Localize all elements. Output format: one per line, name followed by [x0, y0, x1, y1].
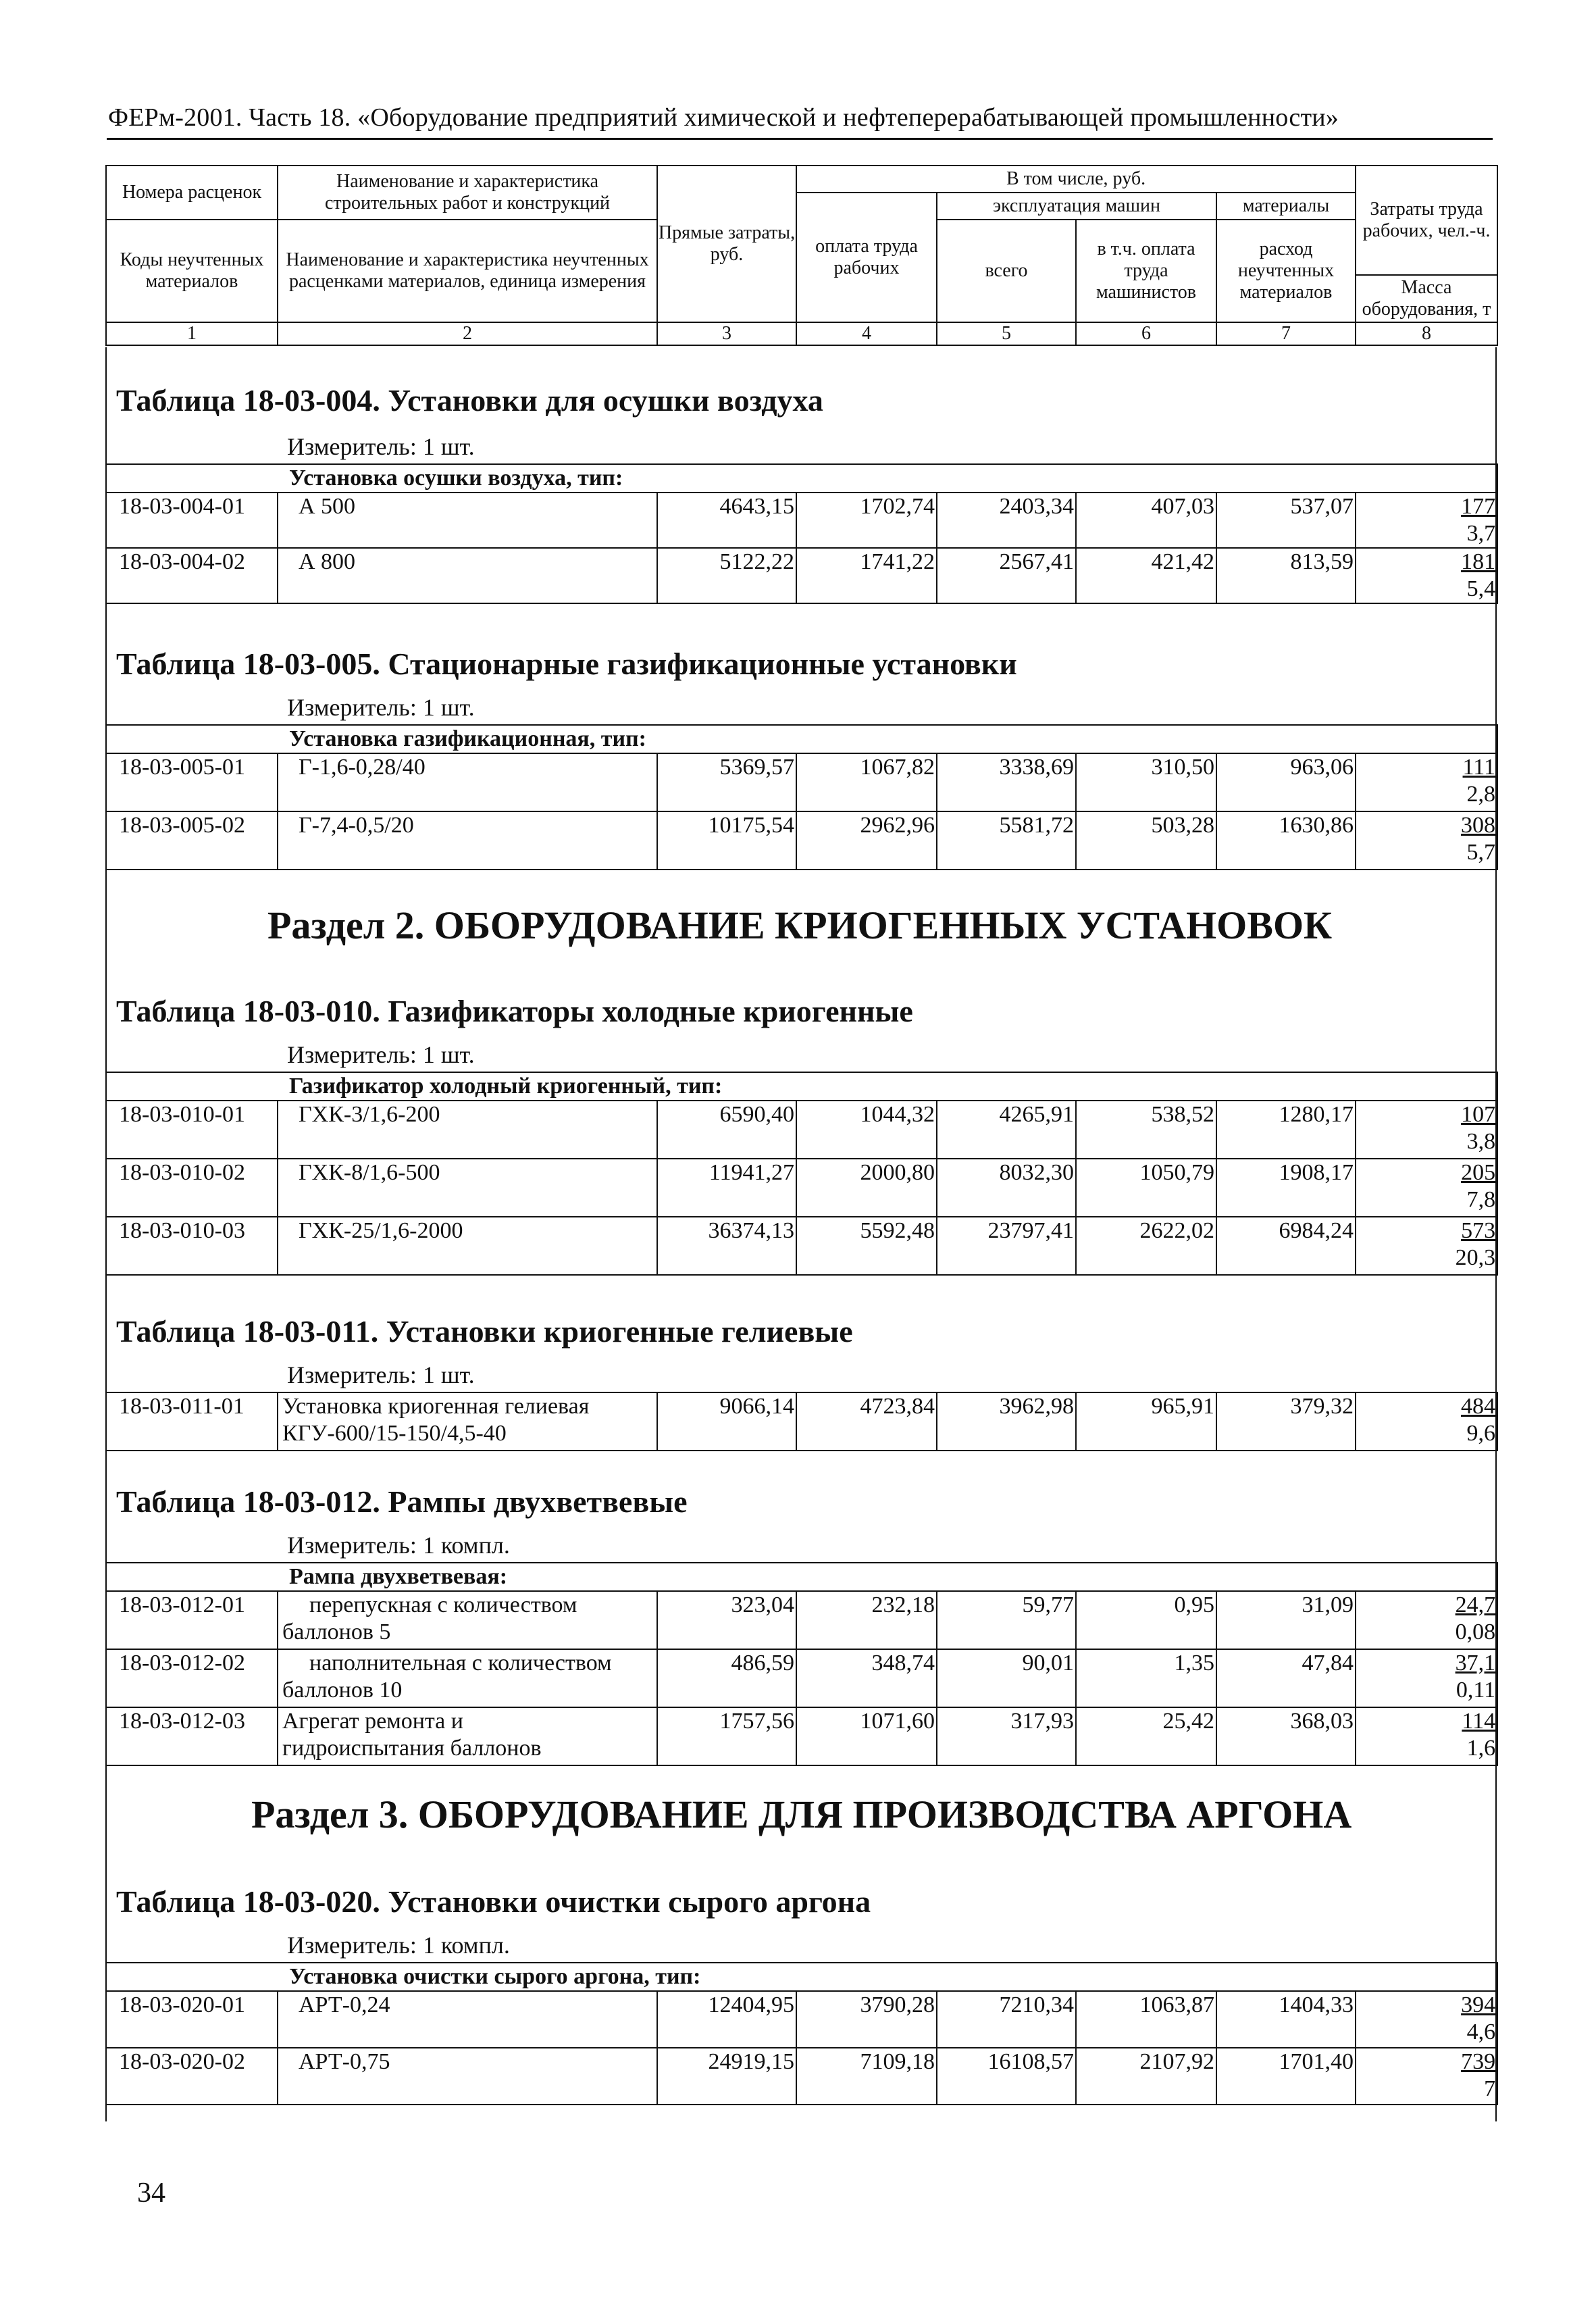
table-row [106, 1159, 1497, 1217]
rates-table [105, 1072, 1498, 1276]
col-header-labor: Затраты труда рабочих, чел.-ч. [1356, 166, 1497, 275]
col-number: 8 [1356, 322, 1497, 345]
wages: 2000,80 [796, 1159, 937, 1217]
section-title: Раздел 2. ОБОРУДОВАНИЕ КРИОГЕННЫХ УСТАНОВОК [267, 903, 1333, 947]
section-title: Раздел 3. ОБОРУДОВАНИЕ ДЛЯ ПРОИЗВОДСТВА АРГОНА [251, 1792, 1352, 1836]
wages: 1071,60 [796, 1707, 937, 1765]
materials: 1630,86 [1216, 811, 1356, 870]
meter: Измеритель: 1 шт. [287, 694, 475, 721]
wages: 1067,82 [796, 753, 937, 811]
machinists-wages: 421,42 [1076, 548, 1216, 603]
col-header-machinists: в т.ч. оплата труда машинистов [1076, 220, 1216, 322]
rate-name: ГХК-25/1,6-2000 [278, 1217, 657, 1275]
direct-cost: 10175,54 [657, 811, 796, 870]
equipment-mass: 0,11 [1456, 1678, 1496, 1703]
direct-cost: 6590,40 [657, 1101, 796, 1159]
machinists-wages: 25,42 [1076, 1707, 1216, 1765]
table-title: Таблица 18-03-004. Установки для осушки воздуха [116, 383, 823, 418]
table-row [106, 1649, 1497, 1707]
meter: Измеритель: 1 шт. [287, 1041, 475, 1068]
rate-code: 18-03-020-01 [106, 1991, 278, 2048]
col-number: 4 [796, 322, 937, 345]
rate-name-line1: перепускная с количеством [309, 1592, 577, 1617]
col-number: 3 [657, 322, 796, 345]
materials: 537,07 [1216, 493, 1356, 548]
group-label: Установка осушки воздуха, тип: [106, 464, 1497, 493]
machines-total: 3338,69 [937, 753, 1076, 811]
materials: 379,32 [1216, 1392, 1356, 1451]
meter: Измеритель: 1 шт. [287, 1361, 475, 1388]
wages: 1741,22 [796, 548, 937, 603]
wages: 3790,28 [796, 1991, 937, 2048]
equipment-mass: 9,6 [1466, 1421, 1495, 1446]
col-header-materials: расход неучтенных материалов [1216, 220, 1356, 322]
table-title: Таблица 18-03-012. Рампы двухветвевые [116, 1484, 688, 1519]
rate-name-line2: гидроиспытания баллонов [282, 1736, 542, 1761]
wages: 232,18 [796, 1591, 937, 1649]
meter: Измеритель: 1 компл. [287, 1932, 510, 1959]
table-title: Таблица 18-03-011. Установки криогенные гелиевые [116, 1314, 853, 1349]
col-number: 1 [106, 322, 278, 345]
rates-table [105, 1962, 1498, 2105]
equipment-mass: 3,8 [1466, 1129, 1496, 1154]
machines-total: 8032,30 [937, 1159, 1076, 1217]
machines-total: 59,77 [937, 1591, 1076, 1649]
table-row [106, 1591, 1497, 1649]
materials: 1701,40 [1216, 2048, 1356, 2105]
wages: 2962,96 [796, 811, 937, 870]
equipment-mass: 2,8 [1466, 782, 1496, 807]
col-header-codes-top: Номера расценок [106, 166, 278, 220]
rate-code: 18-03-012-03 [106, 1707, 278, 1765]
equipment-mass: 5,4 [1466, 576, 1496, 601]
rate-code: 18-03-010-03 [106, 1217, 278, 1275]
machinists-wages: 503,28 [1076, 811, 1216, 870]
direct-cost: 24919,15 [657, 2048, 796, 2105]
meter: Измеритель: 1 шт. [287, 433, 475, 460]
labor-hours: 111 [1462, 755, 1496, 780]
materials: 963,06 [1216, 753, 1356, 811]
table-row [106, 1707, 1497, 1765]
col-header-materials-group: материалы [1216, 193, 1356, 220]
equipment-mass: 3,7 [1466, 521, 1496, 546]
rate-code: 18-03-012-01 [106, 1591, 278, 1649]
rate-name: ГХК-3/1,6-200 [278, 1101, 657, 1159]
labor-hours: 394 [1461, 1992, 1496, 2017]
rate-name: АРТ-0,24 [278, 1991, 657, 2048]
col-number: 2 [278, 322, 657, 345]
rate-code: 18-03-010-01 [106, 1101, 278, 1159]
labor-hours: 37,1 [1455, 1651, 1496, 1676]
equipment-mass: 5,7 [1466, 840, 1496, 865]
direct-cost: 5122,22 [657, 548, 796, 603]
page-number: 34 [137, 2178, 165, 2209]
wages: 348,74 [796, 1649, 937, 1707]
col-header-direct-costs: Прямые затраты, руб. [657, 166, 796, 322]
machines-total: 7210,34 [937, 1991, 1076, 2048]
title-rule [107, 138, 1493, 140]
rate-name-line1: наполнительная с количеством [309, 1651, 612, 1676]
col-number: 7 [1216, 322, 1356, 345]
rate-code: 18-03-005-01 [106, 753, 278, 811]
group-label: Рампа двухветвевая: [106, 1563, 1497, 1591]
table-row [106, 1991, 1497, 2048]
direct-cost: 12404,95 [657, 1991, 796, 2048]
labor-hours: 308 [1461, 813, 1496, 838]
direct-cost: 1757,56 [657, 1707, 796, 1765]
rate-code: 18-03-020-02 [106, 2048, 278, 2105]
labor-hours: 24,7 [1455, 1592, 1496, 1617]
machines-total: 5581,72 [937, 811, 1076, 870]
wages: 5592,48 [796, 1217, 937, 1275]
meter: Измеритель: 1 компл. [287, 1532, 510, 1559]
table-row [106, 493, 1497, 548]
running-title: ФЕРм-2001. Часть 18. «Оборудование предприятий химической и нефтеперерабатывающей промышленности» [108, 103, 1339, 132]
col-number: 5 [937, 322, 1076, 345]
group-label: Установка газификационная, тип: [106, 725, 1497, 753]
machinists-wages: 538,52 [1076, 1101, 1216, 1159]
machines-total: 2567,41 [937, 548, 1076, 603]
labor-hours: 114 [1462, 1709, 1496, 1734]
labor-hours: 205 [1461, 1160, 1496, 1185]
rate-name: А 500 [278, 493, 657, 548]
rate-code: 18-03-004-02 [106, 548, 278, 603]
wages: 1702,74 [796, 493, 937, 548]
materials: 813,59 [1216, 548, 1356, 603]
machinists-wages: 2107,92 [1076, 2048, 1216, 2105]
table-row [106, 1392, 1497, 1451]
wages: 1044,32 [796, 1101, 937, 1159]
machines-total: 3962,98 [937, 1392, 1076, 1451]
equipment-mass: 1,6 [1466, 1736, 1496, 1761]
wages: 4723,84 [796, 1392, 937, 1451]
equipment-mass: 20,3 [1455, 1245, 1496, 1270]
col-header-machines: эксплуатация машин [937, 193, 1216, 220]
rate-name: АРТ-0,75 [278, 2048, 657, 2105]
machinists-wages: 407,03 [1076, 493, 1216, 548]
machinists-wages: 1063,87 [1076, 1991, 1216, 2048]
rate-name-line2: баллонов 10 [282, 1678, 403, 1703]
labor-hours: 739 [1461, 2049, 1496, 2074]
machines-total: 90,01 [937, 1649, 1076, 1707]
rate-code: 18-03-004-01 [106, 493, 278, 548]
rates-table [105, 1392, 1498, 1451]
materials: 6984,24 [1216, 1217, 1356, 1275]
group-label: Установка очистки сырого аргона, тип: [106, 1963, 1497, 1991]
table-row [106, 811, 1497, 870]
col-number: 6 [1076, 322, 1216, 345]
direct-cost: 9066,14 [657, 1392, 796, 1451]
direct-cost: 36374,13 [657, 1217, 796, 1275]
labor-hours: 181 [1461, 549, 1496, 574]
machinists-wages: 1,35 [1076, 1649, 1216, 1707]
rate-name: Г-7,4-0,5/20 [278, 811, 657, 870]
materials: 47,84 [1216, 1649, 1356, 1707]
machines-total: 16108,57 [937, 2048, 1076, 2105]
rate-name: А 800 [278, 548, 657, 603]
col-header-including: В том числе, руб. [796, 166, 1356, 193]
col-header-name-bottom: Наименование и характеристика неучтенных расценками материалов, единица измерения [278, 220, 657, 322]
rates-table [105, 724, 1498, 870]
materials: 368,03 [1216, 1707, 1356, 1765]
rate-code: 18-03-005-02 [106, 811, 278, 870]
labor-hours: 484 [1461, 1394, 1495, 1419]
col-header-name-top: Наименование и характеристика строительных работ и конструкций [278, 166, 657, 220]
rate-name-line1: Агрегат ремонта и [282, 1709, 463, 1734]
table-title: Таблица 18-03-020. Установки очистки сырого аргона [116, 1884, 871, 1919]
labor-hours: 177 [1461, 494, 1496, 519]
machinists-wages: 310,50 [1076, 753, 1216, 811]
rates-table [105, 463, 1498, 604]
table-row [106, 2048, 1497, 2105]
labor-hours: 573 [1461, 1218, 1496, 1243]
direct-cost: 4643,15 [657, 493, 796, 548]
equipment-mass: 4,6 [1466, 2019, 1496, 2044]
rate-code: 18-03-010-02 [106, 1159, 278, 1217]
direct-cost: 323,04 [657, 1591, 796, 1649]
table-row [106, 753, 1497, 811]
table-row [106, 1217, 1497, 1275]
wages: 7109,18 [796, 2048, 937, 2105]
machines-total: 4265,91 [937, 1101, 1076, 1159]
group-label: Газификатор холодный криогенный, тип: [106, 1072, 1497, 1101]
rate-name-line1: Установка криогенная гелиевая [282, 1394, 590, 1419]
col-header-machines-total: всего [937, 220, 1076, 322]
equipment-mass: 7 [1484, 2076, 1496, 2101]
rate-code: 18-03-012-02 [106, 1649, 278, 1707]
materials: 1404,33 [1216, 1991, 1356, 2048]
column-header-table [105, 165, 1498, 346]
machines-total: 2403,34 [937, 493, 1076, 548]
machinists-wages: 0,95 [1076, 1591, 1216, 1649]
table-title: Таблица 18-03-010. Газификаторы холодные криогенные [116, 994, 913, 1028]
machines-total: 317,93 [937, 1707, 1076, 1765]
rate-name-line2: баллонов 5 [282, 1619, 391, 1644]
direct-cost: 5369,57 [657, 753, 796, 811]
direct-cost: 11941,27 [657, 1159, 796, 1217]
table-row [106, 1101, 1497, 1159]
table-row [106, 548, 1497, 603]
col-header-codes-bottom: Коды неучтенных материалов [106, 220, 278, 322]
machines-total: 23797,41 [937, 1217, 1076, 1275]
rate-name-line2: КГУ-600/15-150/4,5-40 [282, 1421, 507, 1446]
rate-name: ГХК-8/1,6-500 [278, 1159, 657, 1217]
rates-table [105, 1562, 1498, 1766]
col-header-wages: оплата труда рабочих [796, 193, 937, 322]
col-header-mass: Масса оборудования, т [1356, 275, 1497, 322]
equipment-mass: 7,8 [1466, 1187, 1496, 1212]
materials: 1908,17 [1216, 1159, 1356, 1217]
machinists-wages: 965,91 [1076, 1392, 1216, 1451]
materials: 31,09 [1216, 1591, 1356, 1649]
machinists-wages: 2622,02 [1076, 1217, 1216, 1275]
materials: 1280,17 [1216, 1101, 1356, 1159]
rate-code: 18-03-011-01 [106, 1392, 278, 1451]
labor-hours: 107 [1461, 1102, 1496, 1127]
rate-name: Г-1,6-0,28/40 [278, 753, 657, 811]
equipment-mass: 0,08 [1455, 1619, 1496, 1644]
direct-cost: 486,59 [657, 1649, 796, 1707]
table-title: Таблица 18-03-005. Стационарные газификационные установки [116, 647, 1017, 681]
machinists-wages: 1050,79 [1076, 1159, 1216, 1217]
